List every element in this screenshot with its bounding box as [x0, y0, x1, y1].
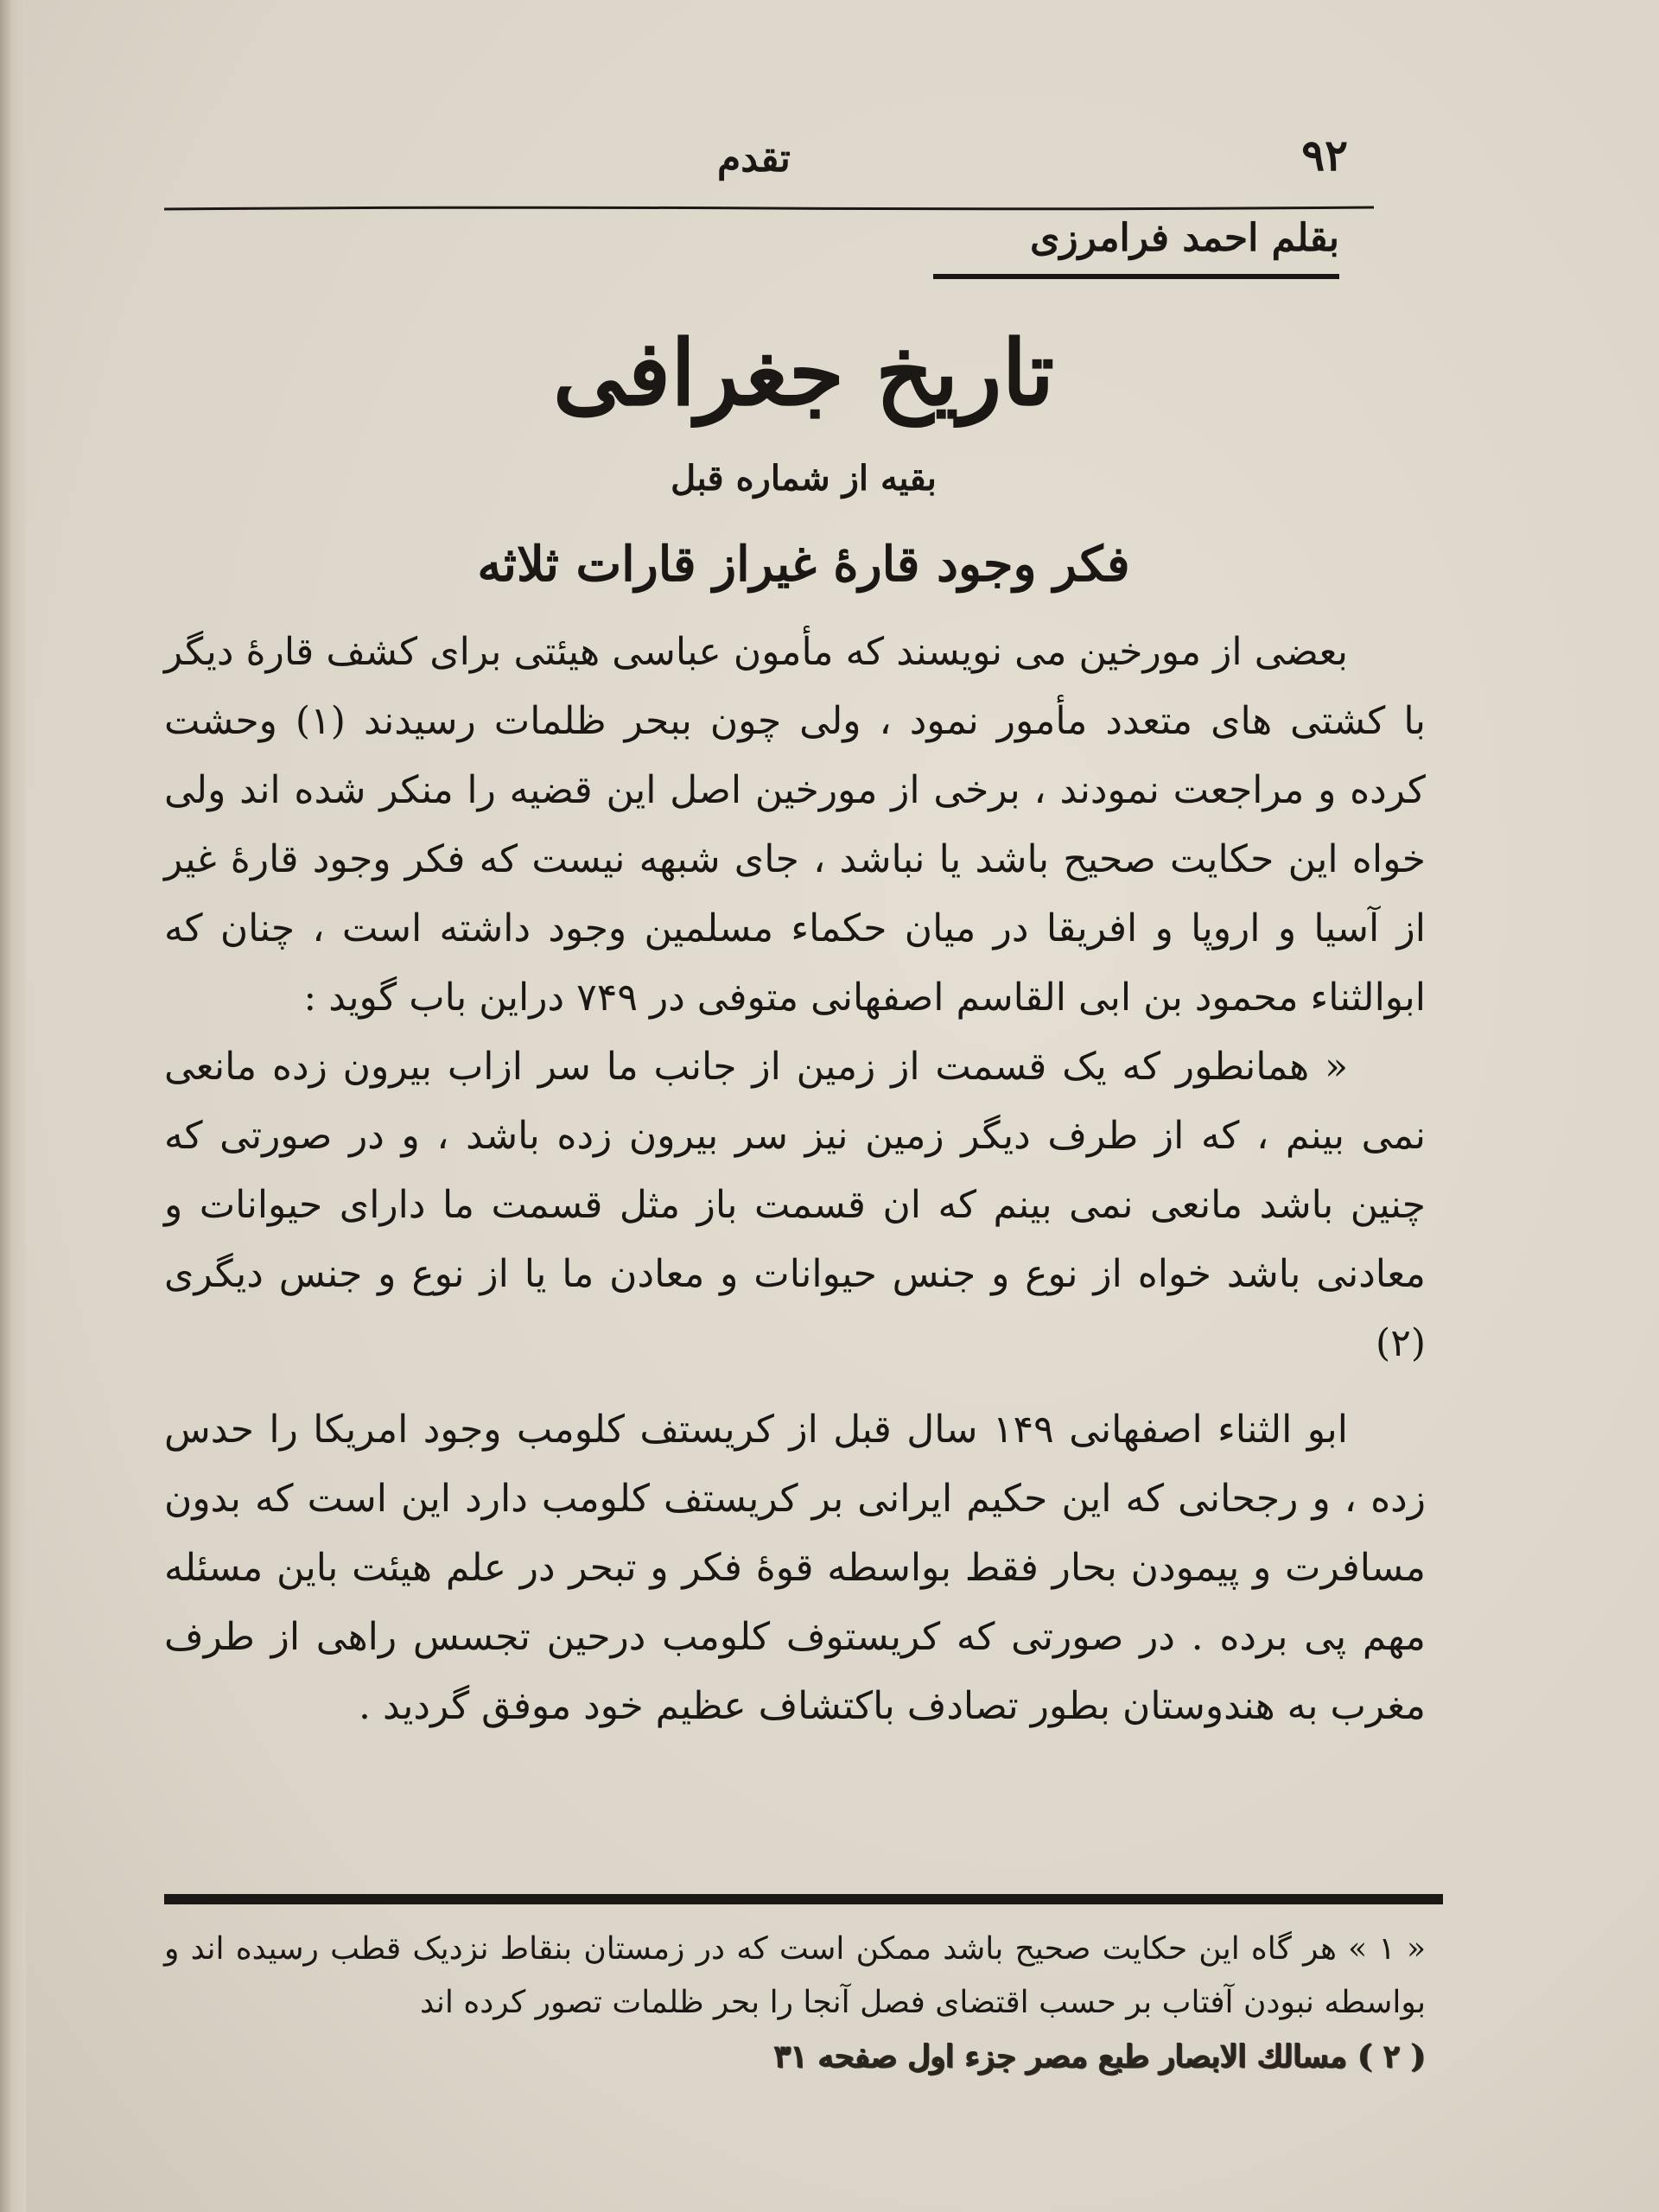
author-byline: بقلم احمد فرامرزی — [933, 216, 1339, 279]
header-rule — [164, 206, 1374, 211]
quotation-paragraph: « همانطور که یک قسمت از زمین از جانب ما سر ازاب بیرون زده مانعی نمی بینم ، که از طرف دیگر زمین نیز سر بیرون زده باشد ، و در صورتی که چنین باشد مانعی نمی بینم که ان قسمت باز مثل قسمت ما دارای حیوانات و معادنی باشد خواه از نوع و جنس حیوانات و معادن ما یا از نوع و جنس دیگری (۲) — [164, 1045, 1426, 1365]
body-paragraph: ابو الثناء اصفهانی ۱۴۹ سال قبل از کریستف کلومب وجود امریکا را حدس زده ، و رجحانی که این حکیم ایرانی بر کریستف کلومب دارد این است که بدون مسافرت و پیمودن بحار فقط بواسطه قوهٔ فکر و تبحر در علم هیئت باین مسئله مهم پی برده . در صورتی که کریستوف کلومب درحین تجسس راهی از طرف مغرب به هندوستان بطور تصادف باکتشاف عظیم خود موفق گردید . — [164, 1408, 1426, 1728]
article-title: تاریخ جغرافی — [552, 320, 1055, 426]
book-page — [26, 0, 1659, 2212]
footnotes — [164, 1923, 1426, 2083]
article-subtitle: بقیه از شماره قبل — [671, 458, 937, 499]
footnote-2: ( ۲ ) مسالك الابصار طبع مصر جزء اول صفحه ۳۱ — [773, 2038, 1426, 2075]
section-heading: فکر وجود قارهٔ غیراز قارات ثلاثه — [477, 536, 1130, 593]
footnote-1: « ۱ » هر گاه این حکایت صحیح باشد ممکن است که در زمستان بنقاط نزدیک قطب رسیده اند و بواسطه نبودن آفتاب بر حسب اقتضای فصل آنجا را بحر ظلمات تصور کرده اند — [164, 1931, 1427, 2020]
footnote-divider — [164, 1894, 1443, 1904]
article-body — [164, 618, 1426, 1741]
running-head: تقدم — [717, 137, 791, 181]
body-paragraph: بعضی از مورخین می نویسند که مأمون عباسی هیئتی برای کشف قارهٔ دیگر با کشتی های متعدد مأمور نمود ، ولی چون ببحر ظلمات رسیدند (۱) وحشت کرده و مراجعت نمودند ، برخی از مورخین اصل این قضیه را منکر شده اند ولی خواه این حکایت صحیح باشد یا نباشد ، جای شبهه نیست که فکر وجود قارهٔ غیر از آسیا و اروپا و افریقا در میان حکماء مسلمین وجود داشته است ، چنان که ابوالثناء محمود بن ابی القاسم اصفهانی متوفی در ۷۴۹ دراین باب گوید : — [164, 630, 1426, 1020]
page-number: ۹۲ — [1301, 130, 1348, 181]
